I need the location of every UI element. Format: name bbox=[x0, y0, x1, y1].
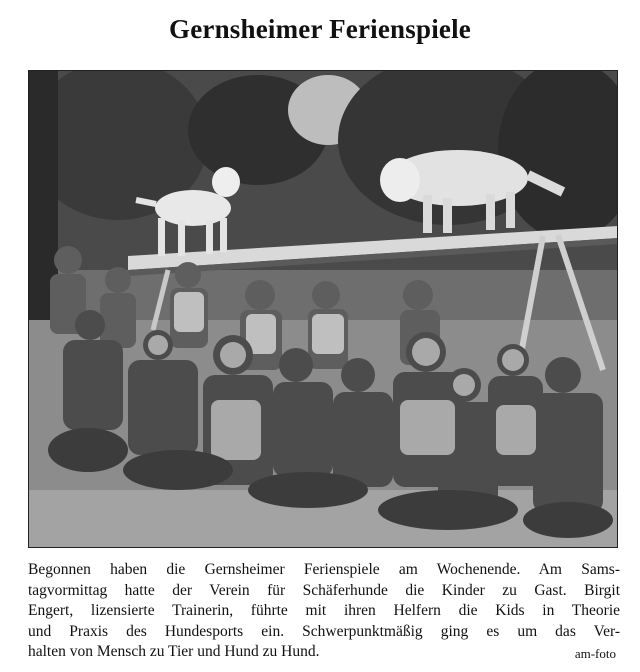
caption-line: halten von Mensch zu Tier und Hund zu Hund. bbox=[28, 643, 320, 661]
article-photo bbox=[28, 70, 618, 548]
caption-line: tagvormittag hatte der Verein für Schäferhunde die Kinder zu Gast. Birgit bbox=[28, 581, 620, 599]
headline: Gernsheimer Ferienspiele bbox=[169, 14, 471, 44]
photo-credit: am-foto bbox=[574, 646, 616, 661]
caption-line: und Praxis des Hundesports ein. Schwerpunktmäßig ging es um das Ver- bbox=[28, 622, 620, 640]
caption-line: Engert, lizensierte Trainerin, führte mit ihren Helfern die Kids in Theorie bbox=[28, 602, 620, 620]
caption-line: Begonnen haben die Gernsheimer Ferienspiele am Wochenende. Am Sams- bbox=[28, 561, 620, 578]
photo-caption bbox=[28, 560, 620, 663]
photo-illustration bbox=[28, 70, 618, 548]
